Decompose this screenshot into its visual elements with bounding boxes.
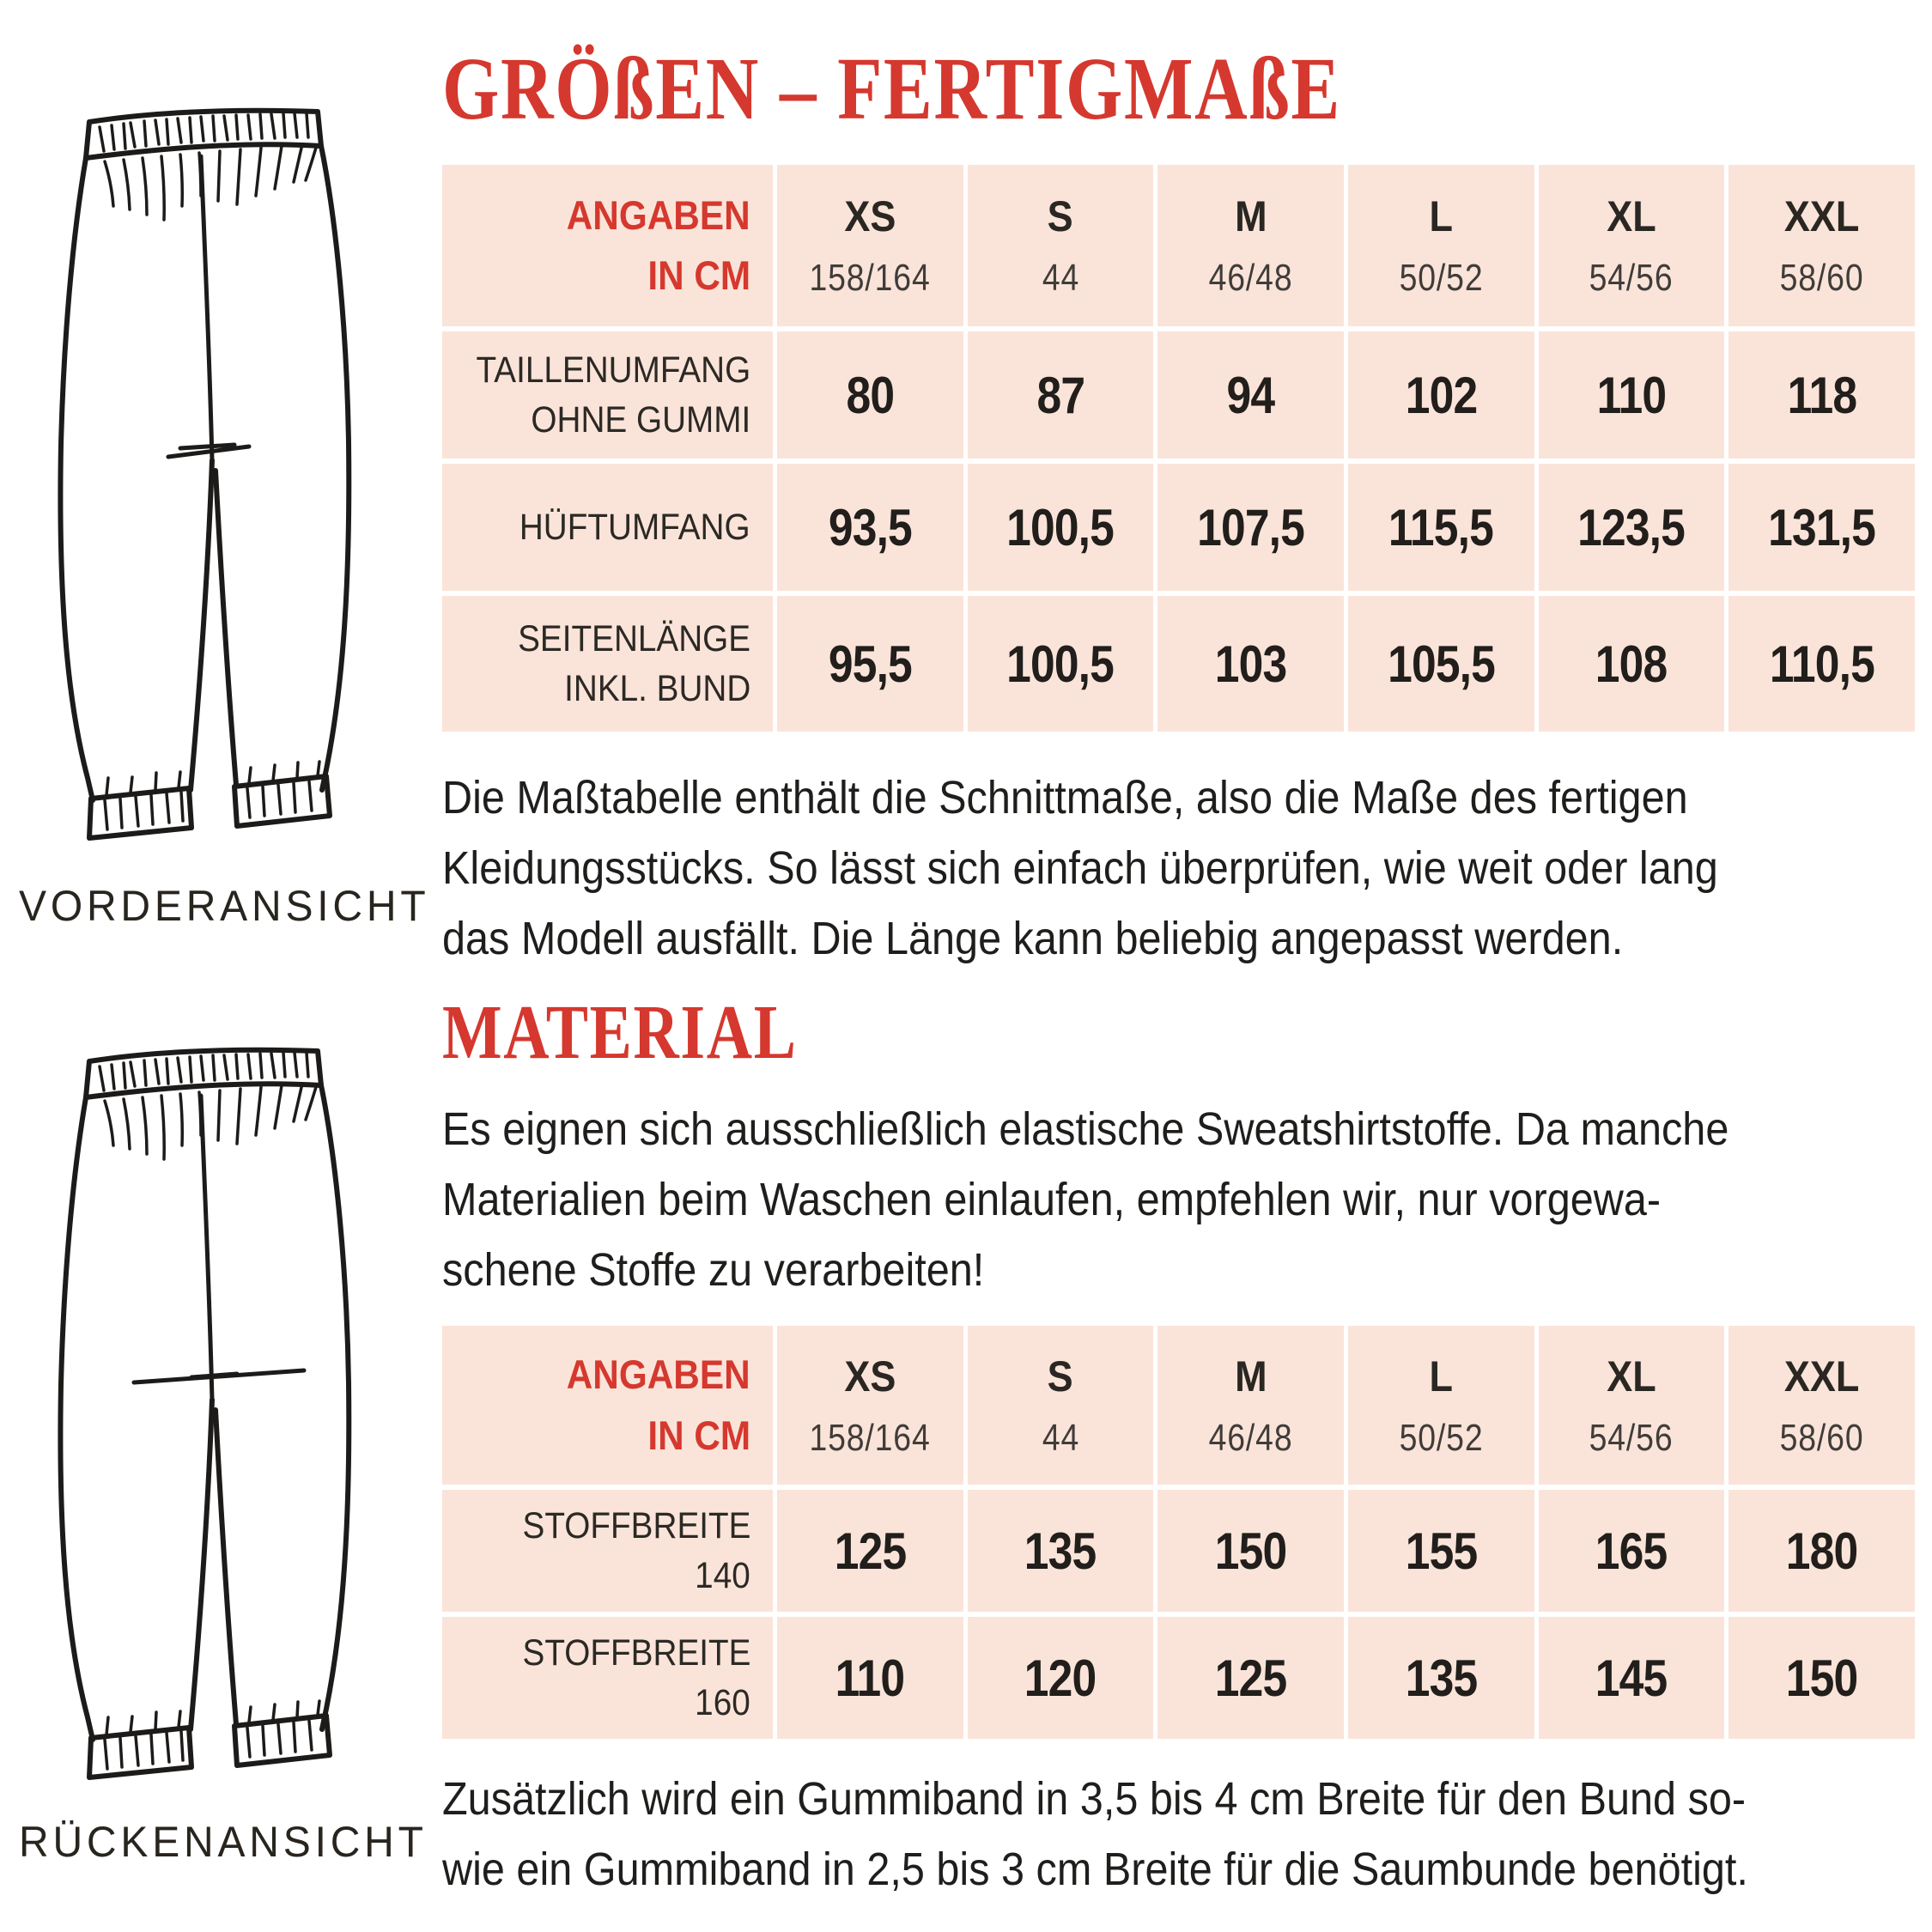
col-size-range: 58/60 bbox=[1779, 257, 1864, 299]
cell-value: 123,5 bbox=[1577, 498, 1686, 556]
size-table-col-s bbox=[968, 165, 1154, 326]
material-table-row-label-140 bbox=[442, 1490, 773, 1612]
size-table-cell bbox=[1348, 464, 1534, 591]
size-table-col-l bbox=[1348, 165, 1534, 326]
paragraph-line: Die Maßtabelle enthält die Schnittmaße, also die Maße des fertigen bbox=[442, 772, 1688, 823]
size-table-cell bbox=[1539, 596, 1725, 732]
size-table-cell bbox=[777, 464, 963, 591]
row-label-line: STOFFBREITE bbox=[522, 1504, 750, 1546]
size-table-row-label-hip bbox=[442, 464, 773, 591]
material-table-cell bbox=[968, 1617, 1154, 1739]
row-label-line: 160 bbox=[695, 1682, 750, 1723]
col-size-label: S bbox=[1047, 192, 1074, 240]
paragraph-line: Es eignen sich ausschließlich elastische Sweatshirtstoffe. Da manche bbox=[442, 1103, 1729, 1155]
size-table-cell bbox=[777, 596, 963, 732]
cell-value: 95,5 bbox=[828, 635, 912, 693]
material-table-row-label-160 bbox=[442, 1617, 773, 1739]
material-table-cell bbox=[1348, 1617, 1534, 1739]
size-table-cell bbox=[968, 464, 1154, 591]
cell-value: 115,5 bbox=[1388, 498, 1494, 556]
cell-value: 150 bbox=[1214, 1522, 1287, 1580]
material-table-cell bbox=[1157, 1490, 1344, 1612]
paragraph-line: Zusätzlich wird ein Gummiband in 3,5 bis 4 cm Breite für den Bund so- bbox=[442, 1773, 1747, 1825]
cell-value: 118 bbox=[1787, 366, 1856, 424]
pants-back-illustration bbox=[15, 1032, 412, 1805]
material-table-col-m bbox=[1157, 1326, 1344, 1485]
col-size-range: 44 bbox=[1042, 1416, 1079, 1459]
col-size-range: 158/164 bbox=[809, 1416, 931, 1459]
cell-value: 105,5 bbox=[1387, 635, 1495, 693]
sizes-heading: GRÖßEN – FERTIGMAßE bbox=[442, 39, 1341, 138]
cell-value: 110 bbox=[1596, 366, 1667, 424]
material-table-cell bbox=[1539, 1617, 1725, 1739]
figure-front-label: VORDERANSICHT bbox=[19, 882, 430, 930]
material-table-col-xs bbox=[777, 1326, 963, 1485]
material-table bbox=[442, 1326, 1915, 1739]
material-table-col-s bbox=[968, 1326, 1154, 1485]
size-table-cell bbox=[1728, 331, 1915, 459]
row-label-line: HÜFTUMFANG bbox=[519, 506, 750, 548]
sizes-note-paragraph bbox=[442, 762, 1915, 974]
size-table-col-m bbox=[1157, 165, 1344, 326]
cell-value: 155 bbox=[1405, 1522, 1478, 1580]
col-size-label: XL bbox=[1607, 1352, 1656, 1400]
material-table-cell bbox=[1157, 1617, 1344, 1739]
row-label-line: STOFFBREITE bbox=[522, 1631, 750, 1674]
size-table-cell bbox=[1728, 464, 1915, 591]
col-size-range: 50/52 bbox=[1399, 257, 1484, 299]
cell-value: 120 bbox=[1024, 1649, 1097, 1707]
cell-value: 135 bbox=[1024, 1522, 1097, 1580]
paragraph-line: wie ein Gummiband in 2,5 bis 3 cm Breite für die Saumbunde benötigt. bbox=[442, 1844, 1748, 1895]
paragraph-line: Kleidungsstücks. So lässt sich einfach überprüfen, wie weit oder lang bbox=[442, 842, 1718, 894]
cell-value: 93,5 bbox=[828, 498, 912, 556]
material-table-cell bbox=[1539, 1490, 1725, 1612]
material-table-header-label bbox=[442, 1326, 773, 1485]
col-size-range: 46/48 bbox=[1208, 1416, 1293, 1459]
cell-value: 100,5 bbox=[1006, 635, 1115, 693]
cell-value: 80 bbox=[846, 366, 895, 424]
col-size-range: 54/56 bbox=[1589, 257, 1674, 299]
col-size-label: M bbox=[1234, 192, 1267, 240]
col-size-label: XL bbox=[1607, 192, 1656, 240]
cell-value: 87 bbox=[1036, 366, 1084, 424]
col-size-label: XXL bbox=[1783, 192, 1860, 240]
material-table-cell bbox=[1728, 1490, 1915, 1612]
material-table-cell bbox=[1728, 1617, 1915, 1739]
size-table-header-line2: IN CM bbox=[647, 252, 750, 298]
material-table-cell bbox=[777, 1617, 963, 1739]
cell-value: 180 bbox=[1785, 1522, 1858, 1580]
material-table-col-xl bbox=[1539, 1326, 1725, 1485]
size-table-col-xs bbox=[777, 165, 963, 326]
cell-value: 135 bbox=[1405, 1649, 1478, 1707]
cell-value: 108 bbox=[1595, 635, 1668, 693]
col-size-range: 44 bbox=[1042, 257, 1079, 299]
size-table-header-line1: ANGABEN bbox=[567, 191, 750, 238]
material-table-cell bbox=[1348, 1490, 1534, 1612]
col-size-range: 50/52 bbox=[1399, 1416, 1484, 1459]
material-table-cell bbox=[968, 1490, 1154, 1612]
paragraph-line: Materialien beim Waschen einlaufen, empfehlen wir, nur vorgewa- bbox=[442, 1174, 1662, 1225]
col-size-label: XS bbox=[844, 192, 896, 240]
figure-back-label: RÜCKENANSICHT bbox=[19, 1818, 428, 1866]
pants-front-illustration bbox=[15, 93, 412, 866]
cell-value: 165 bbox=[1595, 1522, 1668, 1580]
size-table-cell bbox=[777, 331, 963, 459]
size-table-header-label bbox=[442, 165, 773, 326]
col-size-label: L bbox=[1429, 1352, 1454, 1400]
cell-value: 103 bbox=[1214, 635, 1287, 693]
size-table-row-label-sidelength bbox=[442, 596, 773, 732]
paragraph-line: das Modell ausfällt. Die Länge kann beliebig angepasst werden. bbox=[442, 913, 1624, 964]
col-size-range: 46/48 bbox=[1208, 257, 1293, 299]
material-table-header-line2: IN CM bbox=[647, 1412, 750, 1458]
cell-value: 150 bbox=[1785, 1649, 1858, 1707]
size-table-cell bbox=[968, 331, 1154, 459]
cell-value: 100,5 bbox=[1006, 498, 1115, 556]
row-label-line: INKL. BUND bbox=[563, 668, 750, 709]
material-table-col-l bbox=[1348, 1326, 1534, 1485]
paragraph-line: schene Stoffe zu verarbeiten! bbox=[442, 1244, 985, 1296]
size-table bbox=[442, 165, 1915, 732]
size-table-cell bbox=[1157, 464, 1344, 591]
material-heading: MATERIAL bbox=[442, 990, 798, 1075]
row-label-line: OHNE GUMMI bbox=[531, 399, 750, 440]
col-size-range: 54/56 bbox=[1589, 1416, 1674, 1459]
size-table-cell bbox=[968, 596, 1154, 732]
size-table-cell bbox=[1539, 464, 1725, 591]
col-size-label: L bbox=[1429, 192, 1454, 240]
col-size-range: 158/164 bbox=[809, 257, 931, 299]
cell-value: 102 bbox=[1405, 366, 1478, 424]
row-label-line: TAILLENUMFANG bbox=[476, 349, 750, 391]
elastic-note-paragraph bbox=[442, 1764, 1915, 1905]
col-size-label: S bbox=[1047, 1352, 1074, 1400]
cell-value: 145 bbox=[1595, 1649, 1668, 1707]
row-label-line: SEITENLÄNGE bbox=[518, 617, 750, 659]
size-table-col-xl bbox=[1539, 165, 1725, 326]
material-table-cell bbox=[777, 1490, 963, 1612]
size-table-cell bbox=[1539, 331, 1725, 459]
size-table-cell bbox=[1348, 331, 1534, 459]
size-table-cell bbox=[1157, 331, 1344, 459]
cell-value: 131,5 bbox=[1768, 498, 1876, 556]
cell-value: 125 bbox=[1214, 1649, 1287, 1707]
size-table-cell bbox=[1728, 596, 1915, 732]
size-table-cell bbox=[1157, 596, 1344, 732]
size-table-cell bbox=[1348, 596, 1534, 732]
size-table-row-label-waist bbox=[442, 331, 773, 459]
col-size-label: XS bbox=[844, 1352, 896, 1400]
cell-value: 125 bbox=[834, 1522, 907, 1580]
col-size-label: M bbox=[1234, 1352, 1267, 1400]
cell-value: 107,5 bbox=[1197, 498, 1305, 556]
col-size-label: XXL bbox=[1783, 1352, 1860, 1400]
size-table-col-xxl bbox=[1728, 165, 1915, 326]
cell-value: 110 bbox=[835, 1649, 905, 1707]
cell-value: 110,5 bbox=[1769, 635, 1874, 693]
material-table-header-line1: ANGABEN bbox=[567, 1352, 750, 1397]
cell-value: 94 bbox=[1226, 366, 1275, 424]
row-label-line: 140 bbox=[695, 1555, 750, 1596]
material-note-paragraph bbox=[442, 1094, 1915, 1305]
material-table-col-xxl bbox=[1728, 1326, 1915, 1485]
col-size-range: 58/60 bbox=[1779, 1416, 1864, 1459]
